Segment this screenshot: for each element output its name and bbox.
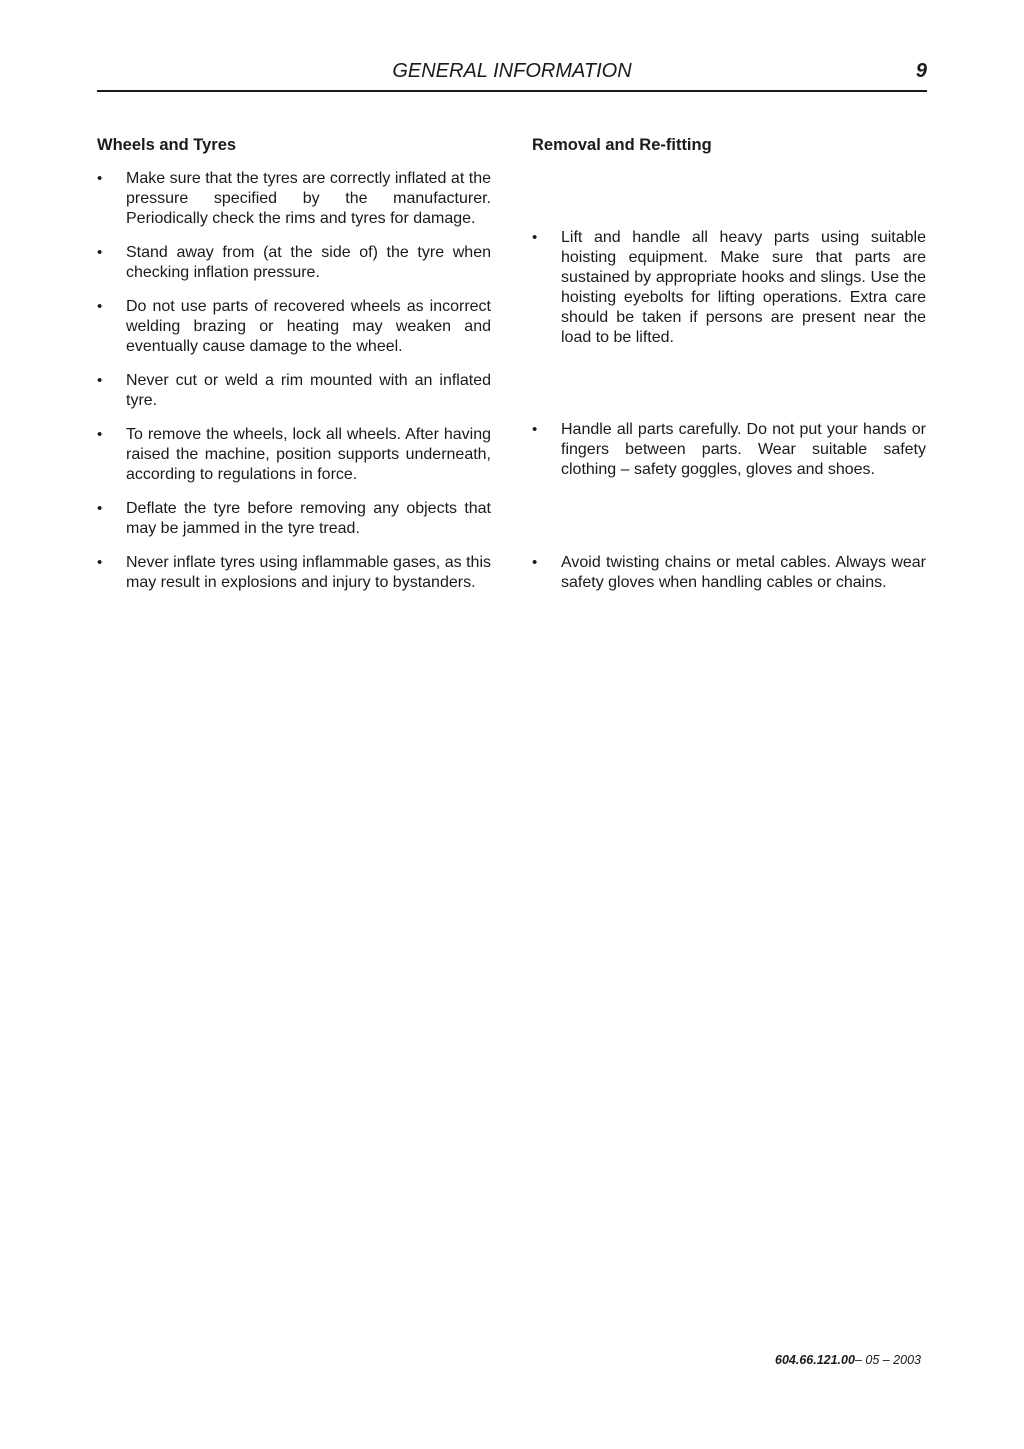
section-heading-wheels-and-tyres: Wheels and Tyres: [97, 136, 237, 154]
document-date: – 05 – 2003: [854, 1353, 921, 1367]
list-item-text: Stand away from (at the side of) the tyre when checking inflation pressure.: [126, 244, 491, 281]
bullet-icon: •: [532, 229, 538, 246]
list-item-text: Lift and handle all heavy parts using suitable hoisting equipment. Make sure that parts are sustained by appropriate hooks and slings. Use the hoisting eyebolts for lifting operations. Extra care should be taken if persons are present near the load to be lifted.: [561, 229, 926, 346]
list-item: [97, 243, 492, 283]
bullet-icon: •: [97, 298, 103, 315]
list-item-text: Do not use parts of recovered wheels as incorrect welding brazing or heating may weaken and eventually cause damage to the wheel.: [126, 298, 491, 355]
bullet-icon: •: [97, 500, 103, 517]
list-item-text: Never inflate tyres using inflammable gases, as this may result in explosions and injury to bystanders.: [126, 554, 491, 591]
list-item: [532, 553, 927, 593]
page-footer: [775, 1353, 921, 1367]
list-item-text: Handle all parts carefully. Do not put your hands or fingers between parts. Wear suitable safety clothing – safety goggles, gloves and shoes.: [561, 421, 926, 478]
list-item: [532, 420, 927, 480]
page-header: [97, 58, 927, 92]
removal-and-refitting-section: [532, 134, 927, 591]
bullet-icon: •: [532, 421, 538, 438]
section-heading-removal-and-refitting: Removal and Re-fitting: [532, 136, 712, 154]
wheels-and-tyres-section: [97, 134, 492, 591]
bullet-icon: •: [97, 170, 103, 187]
header-title: GENERAL INFORMATION: [392, 60, 632, 82]
bullet-icon: •: [97, 426, 103, 443]
list-item-text: Make sure that the tyres are correctly inflated at the pressure specified by the manufacturer. Periodically check the rims and tyres for damage.: [126, 170, 491, 227]
list-item-text: Deflate the tyre before removing any objects that may be jammed in the tyre tread.: [126, 500, 491, 537]
list-item: [532, 228, 927, 348]
bullet-icon: •: [97, 244, 103, 261]
list-item: [97, 553, 492, 593]
document-code: 604.66.121.00: [775, 1353, 855, 1367]
list-item-text: To remove the wheels, lock all wheels. After having raised the machine, position supports underneath, according to regulations in force.: [126, 426, 491, 483]
list-item-text: Avoid twisting chains or metal cables. Always wear safety gloves when handling cables or chains.: [561, 554, 926, 591]
bullet-icon: •: [532, 554, 538, 571]
list-item: [97, 371, 492, 411]
list-item: [97, 169, 492, 229]
list-item: [97, 425, 492, 485]
list-item: [97, 499, 492, 539]
list-item: [97, 297, 492, 357]
page-number: 9: [915, 60, 927, 82]
bullet-icon: •: [97, 372, 103, 389]
list-item-text: Never cut or weld a rim mounted with an inflated tyre.: [126, 372, 491, 409]
bullet-icon: •: [97, 554, 103, 571]
